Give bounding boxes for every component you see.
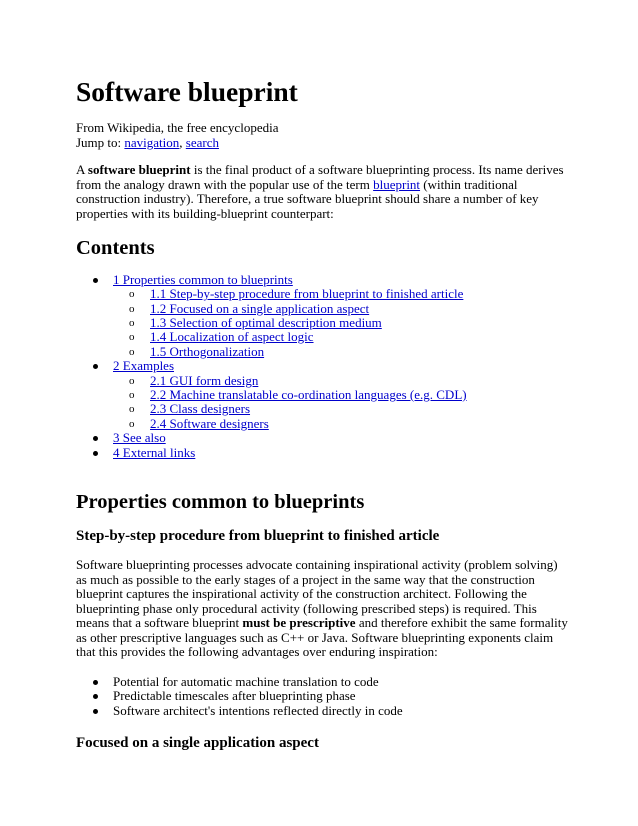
- circle-bullet-icon: o: [129, 288, 135, 300]
- intro-text-3: (within traditional construction industry). Therefore, a true software blueprint should share a number of key properties with its building-blueprint counterpart:: [76, 176, 539, 221]
- bullet-icon: [93, 680, 98, 685]
- toc-link-2[interactable]: 2 Examples: [113, 358, 175, 373]
- circle-bullet-icon: o: [129, 375, 135, 387]
- intro-text-1: A: [76, 162, 88, 177]
- step-by-step-paragraph: [76, 558, 571, 660]
- bullet-icon: [93, 709, 98, 714]
- circle-bullet-icon: o: [129, 346, 135, 358]
- circle-bullet-icon: o: [129, 317, 135, 329]
- jump-prefix: Jump to:: [76, 135, 125, 150]
- toc-link-1-4[interactable]: 1.4 Localization of aspect logic: [150, 329, 314, 344]
- contents-heading: Contents: [76, 237, 155, 259]
- circle-bullet-icon: o: [129, 303, 135, 315]
- toc-link-1-3[interactable]: 1.3 Selection of optimal description medium: [150, 315, 382, 330]
- jump-to-line: [76, 135, 219, 150]
- toc-link-2-1[interactable]: 2.1 GUI form design: [150, 373, 259, 388]
- para-text-2: and therefore exhibit the same formality as other prescriptive languages such as C++ or Java. Software blueprinting exponents claim that this provides the following advantages over enduring inspiration:: [76, 615, 568, 659]
- list-item: Software architect's intentions reflected directly in code: [113, 703, 403, 718]
- jump-separator: ,: [179, 135, 186, 150]
- bullet-icon: [93, 364, 98, 369]
- subsection-heading-step-by-step: Step-by-step procedure from blueprint to finished article: [76, 528, 440, 544]
- circle-bullet-icon: o: [129, 331, 135, 343]
- intro-paragraph: [76, 163, 571, 221]
- page-title: Software blueprint: [76, 76, 298, 107]
- list-item: Potential for automatic machine translation to code: [113, 674, 379, 689]
- circle-bullet-icon: o: [129, 418, 135, 430]
- section-heading-properties: Properties common to blueprints: [76, 491, 365, 513]
- list-item: Predictable timescales after blueprinting phase: [113, 688, 356, 703]
- circle-bullet-icon: o: [129, 403, 135, 415]
- bullet-icon: [93, 451, 98, 456]
- toc-link-1[interactable]: 1 Properties common to blueprints: [113, 272, 293, 287]
- subsection-heading-focused: Focused on a single application aspect: [76, 735, 319, 751]
- para-text-1: Software blueprinting processes advocate containing inspirational activity (problem solving) as much as possible to the early stages of a project in the same way that the construction blueprint captures the inspirational activity of the construction architect. Following the blueprinting phase only procedural activity (following prescribed steps) is required. This means that a software blueprint: [76, 557, 558, 630]
- bullet-icon: [93, 694, 98, 699]
- toc-link-1-1[interactable]: 1.1 Step-by-step procedure from blueprint to finished article: [150, 286, 464, 301]
- from-line: From Wikipedia, the free encyclopedia: [76, 120, 279, 135]
- toc-link-2-2[interactable]: 2.2 Machine translatable co-ordination languages (e.g. CDL): [150, 387, 467, 402]
- toc-link-3[interactable]: 3 See also: [113, 430, 166, 445]
- toc-link-2-3[interactable]: 2.3 Class designers: [150, 401, 251, 416]
- para-bold-phrase: must be prescriptive: [242, 615, 356, 630]
- toc-link-4[interactable]: 4 External links: [113, 445, 196, 460]
- toc-link-1-2[interactable]: 1.2 Focused on a single application aspect: [150, 301, 370, 316]
- jump-navigation-link[interactable]: navigation: [124, 135, 180, 150]
- bullet-icon: [93, 278, 98, 283]
- intro-text-2: is the final product of a software blueprinting process. Its name derives from the analogy drawn with the popular use of the term: [76, 162, 564, 192]
- toc-link-2-4[interactable]: 2.4 Software designers: [150, 416, 269, 431]
- circle-bullet-icon: o: [129, 389, 135, 401]
- bullet-icon: [93, 436, 98, 441]
- jump-search-link[interactable]: search: [185, 135, 219, 150]
- toc-link-1-5[interactable]: 1.5 Orthogonalization: [150, 344, 265, 359]
- intro-bold-term: software blueprint: [87, 162, 191, 177]
- blueprint-link[interactable]: blueprint: [373, 176, 421, 192]
